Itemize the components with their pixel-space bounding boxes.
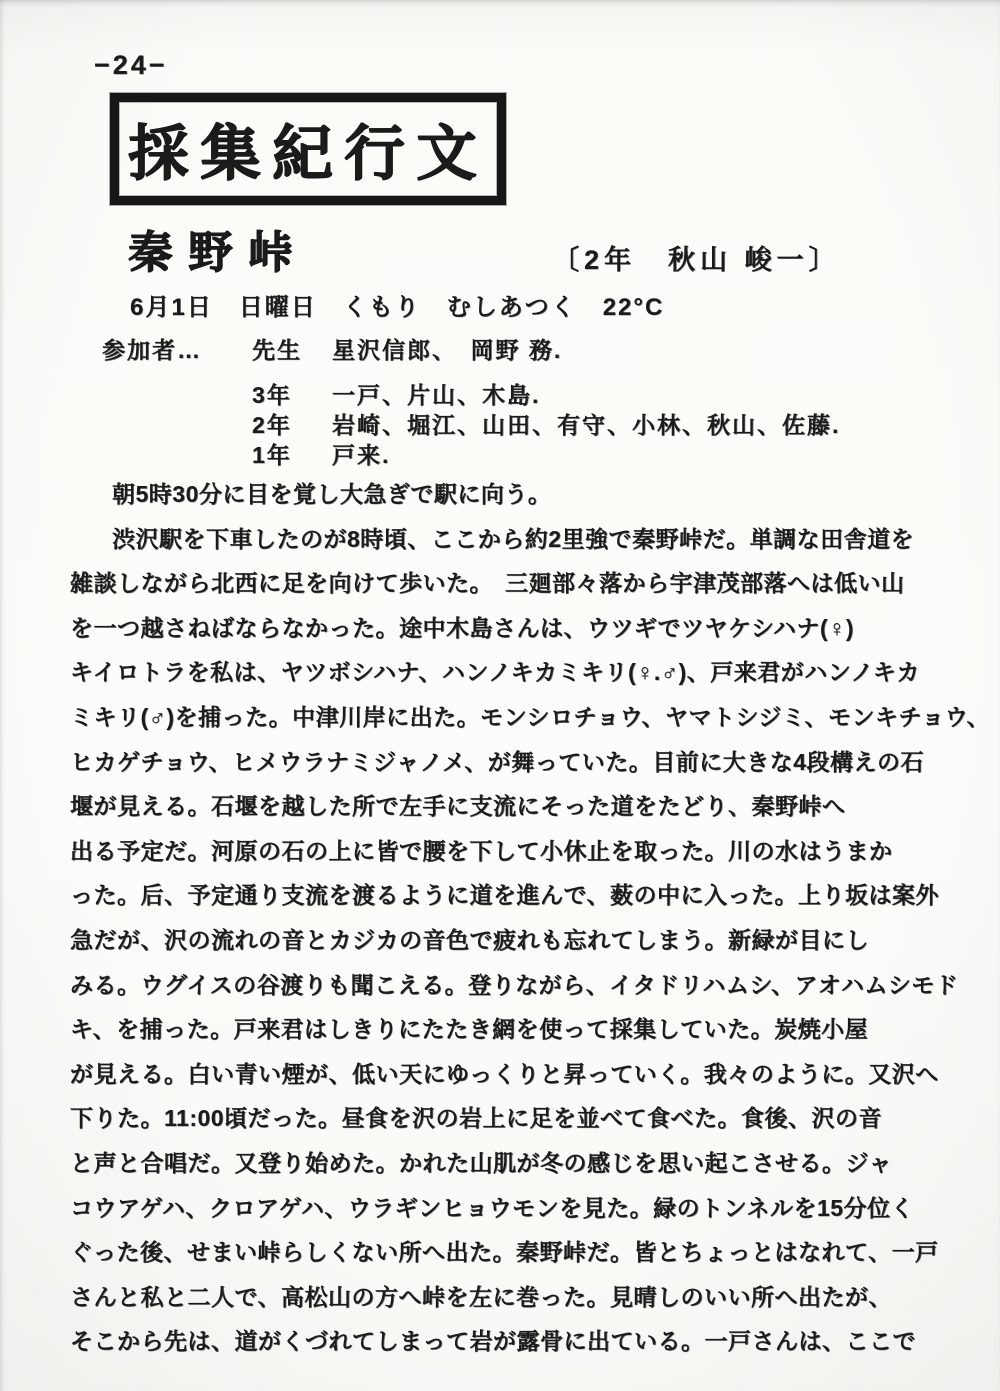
body-line: そこから先は、道がくづれてしまって岩が露骨に出ている。一戸さんは、ここで bbox=[70, 1328, 916, 1355]
author-byline: 〔2年 秋山 峻一〕 bbox=[552, 245, 841, 275]
participant-grade: 2年 bbox=[252, 412, 292, 438]
body-line: った。后、予定通り支流を渡るように道を進んで、薮の中に入った。上り坂は案外 bbox=[70, 882, 940, 909]
article-title: 秦野峠 bbox=[128, 228, 308, 277]
body-line: 堰が見える。石堰を越した所で左手に支流にそった道をたどり、秦野峠へ bbox=[70, 793, 846, 820]
participant-names: 岩崎、堀江、山田、有守、小林、秋山、佐藤. bbox=[332, 412, 841, 438]
body-line: を一つ越さねばならなかった。途中木島さんは、ウツギでツヤケシハナ(♀) bbox=[70, 614, 854, 641]
body-line: 朝5時30分に目を覚し大急ぎで駅に向う。 bbox=[112, 481, 552, 507]
participant-names: 星沢信郎、 岡野 務. bbox=[332, 337, 563, 363]
page-number: −24− bbox=[94, 50, 168, 80]
body-line: 下りた。11:00頃だった。昼食を沢の岩上に足を並べて食べた。食後、沢の音 bbox=[70, 1105, 883, 1132]
participants-label: 参加者… bbox=[102, 337, 202, 363]
section-stamp-box bbox=[110, 93, 506, 205]
body-line: 渋沢駅を下車したのが8時頃、ここから約2里強で秦野峠だ。単調な田舎道を bbox=[112, 525, 915, 552]
participant-grade: 1年 bbox=[252, 442, 292, 468]
body-line: さんと私と二人で、高松山の方へ峠を左に巻った。見晴しのいい所へ出たが、 bbox=[70, 1283, 893, 1310]
body-line: 急だが、沢の流れの音とカジカの音色で疲れも忘れてしまう。新緑が目にし bbox=[70, 926, 869, 953]
body-line: 出る予定だ。河原の石の上に皆で腰を下して小休止を取った。川の水はうまか bbox=[70, 837, 893, 864]
participant-names: 戸来. bbox=[332, 442, 391, 468]
body-line: キ、を捕った。戸来君はしきりにたたき網を使って採集していた。炭焼小屋 bbox=[70, 1016, 869, 1043]
section-stamp-title: 採集紀行文 bbox=[128, 120, 488, 187]
participants-row-grade1 bbox=[102, 437, 390, 470]
participants-label-spacer bbox=[102, 437, 252, 470]
body-line: みる。ウグイスの谷渡りも聞こえる。登りながら、イタドリハムシ、アオハムシモド bbox=[70, 971, 959, 998]
participants-row-grade2 bbox=[102, 407, 840, 440]
journal-body bbox=[70, 472, 990, 1364]
participant-grade: 先生 bbox=[252, 337, 302, 363]
body-line: と声と合唱だ。又登り始めた。かれた山肌が冬の感じを思い起こさせる。ジャ bbox=[70, 1149, 893, 1176]
body-line: コウアゲハ、クロアゲハ、ウラギンヒョウモンを見た。緑のトンネルを15分位く bbox=[70, 1194, 915, 1221]
participants-label-spacer bbox=[102, 377, 252, 410]
date-weather-line: 6月1日 日曜日 くもり むしあつく 22°C bbox=[130, 294, 665, 321]
participant-names: 一戸、片山、木島. bbox=[332, 382, 541, 408]
body-line: ミキリ(♂)を捕った。中津川岸に出た。モンシロチョウ、ヤマトシジミ、モンキチョウ、 bbox=[70, 703, 990, 730]
body-line: が見える。白い青い煙が、低い天にゆっくりと昇っていく。我々のように。又沢へ bbox=[70, 1060, 939, 1087]
participants-row-grade3 bbox=[102, 377, 540, 410]
participants-label-spacer bbox=[102, 407, 252, 440]
body-line: 雑談しながら北西に足を向けて歩いた。 三廻部々落から宇津茂部落へは低い山 bbox=[70, 570, 905, 597]
body-line: ヒカゲチョウ、ヒメウラナミジャノメ、が舞っていた。目前に大きな4段構えの石 bbox=[70, 748, 925, 775]
participant-grade: 3年 bbox=[252, 382, 292, 408]
participants-row-teachers bbox=[102, 332, 562, 365]
body-line: キイロトラを私は、ヤツボシハナ、ハンノキカミキリ(♀.♂)、戸来君がハンノキカ bbox=[70, 659, 920, 686]
body-line: ぐった後、せまい峠らしくない所へ出た。秦野峠だ。皆とちょっとはなれて、一戸 bbox=[70, 1239, 939, 1266]
